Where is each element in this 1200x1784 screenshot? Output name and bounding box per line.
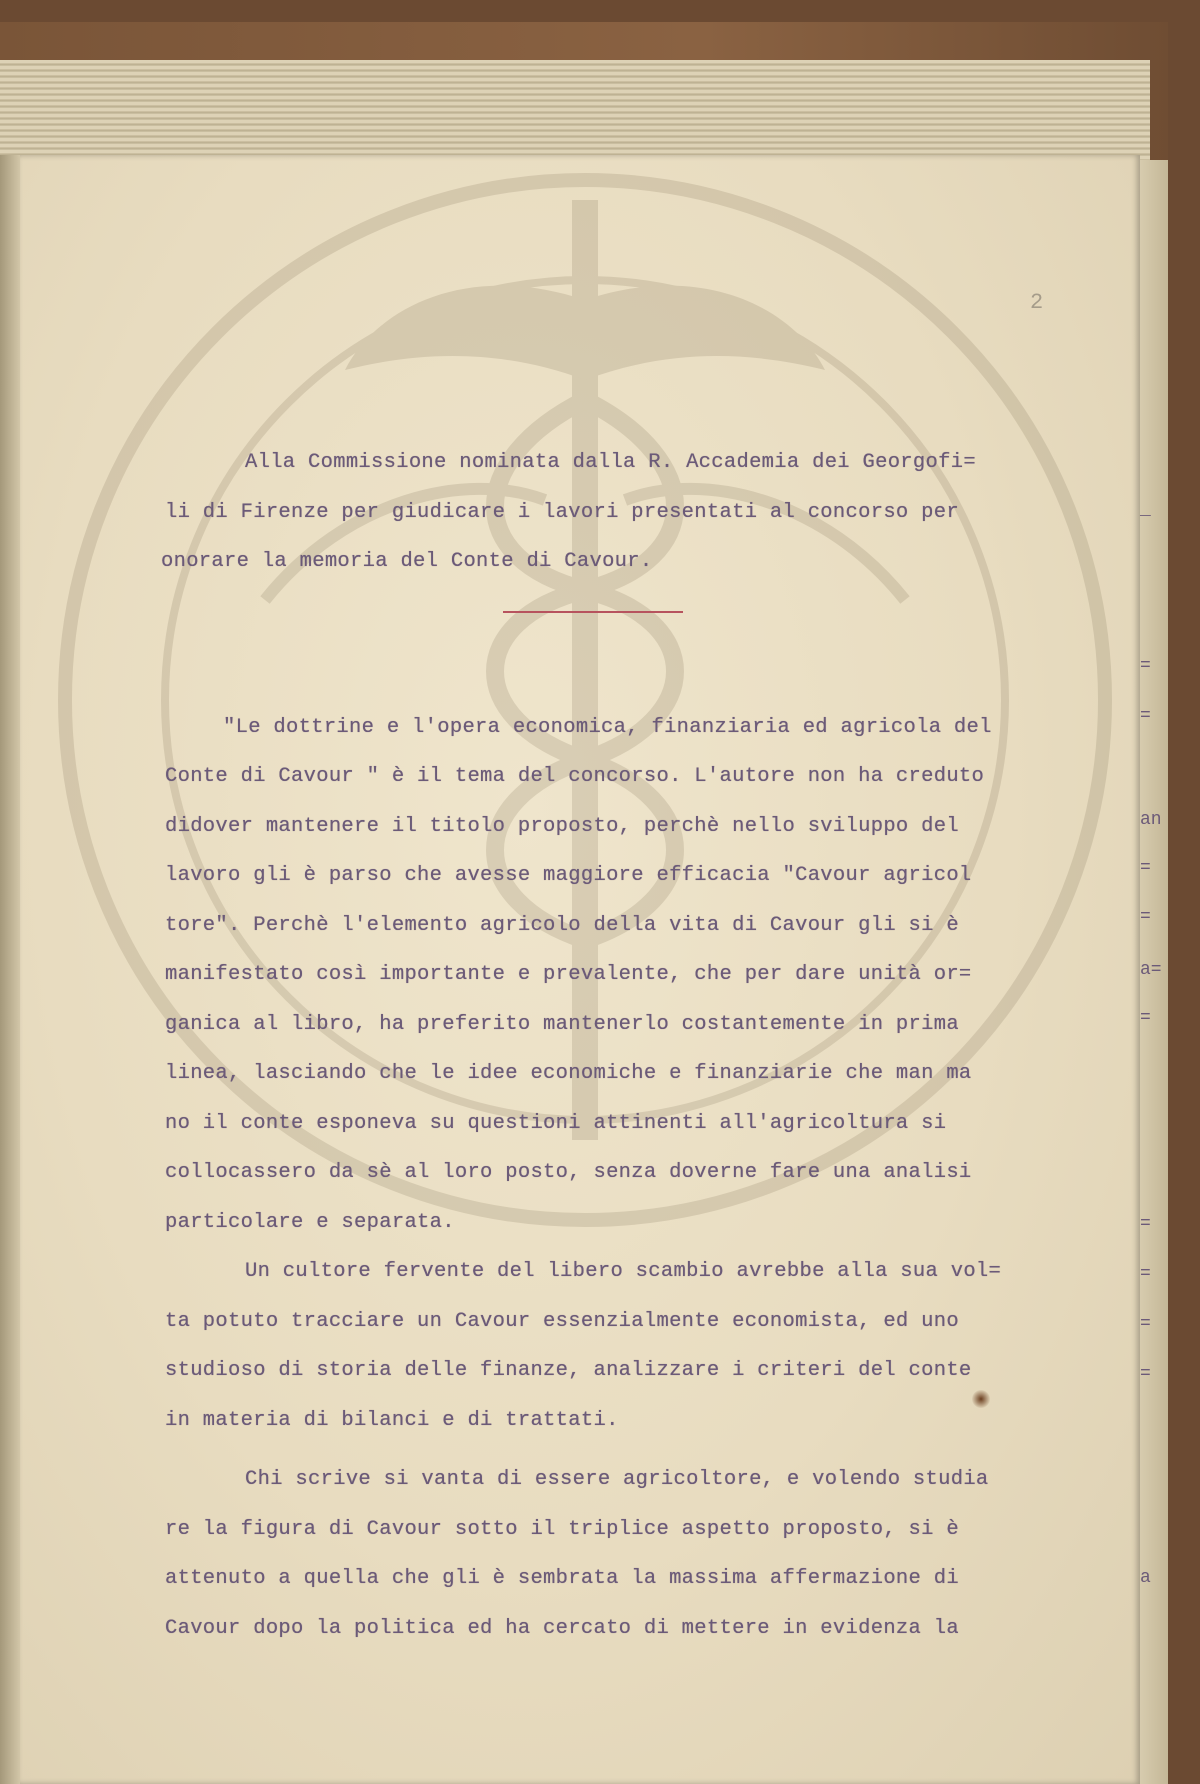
margin-mark: = (1140, 1264, 1151, 1284)
margin-mark: an (1140, 810, 1162, 830)
text-line: manifestato così importante e prevalente, che per dare unità or= (165, 963, 972, 986)
text-line: didover mantenere il titolo proposto, perchè nello sviluppo del (165, 814, 959, 838)
text-line: re la figura di Cavour sotto il triplice aspetto proposto, si è (165, 1517, 959, 1541)
typed-letter-body (161, 438, 1120, 1653)
text-line: "Le dottrine e l'opera economica, finanziaria ed agricola del (223, 715, 992, 739)
text-line: collocassero da sè al loro posto, senza doverne fare una analisi (165, 1161, 972, 1184)
title-underline (503, 611, 683, 613)
page-gutter-shadow (0, 155, 22, 1784)
page-number: 2 (1030, 290, 1044, 315)
text-line: studioso di storia delle finanze, analizzare i criteri del conte (165, 1359, 972, 1382)
margin-mark: = (1140, 1364, 1151, 1384)
text-line: lavoro gli è parso che avesse maggiore efficacia "Cavour agricol (165, 864, 972, 887)
text-line: particolare e separata. (165, 1210, 455, 1234)
text-line: Chi scrive si vanta di essere agricoltore, e volendo studia (245, 1468, 989, 1491)
text-line: attenuto a quella che gli è sembrata la massima affermazione di (165, 1567, 959, 1590)
right-margin-marks (1140, 0, 1180, 1784)
page-stack-edges (0, 60, 1150, 170)
text-line: Un cultore fervente del libero scambio avrebbe alla sua vol= (245, 1260, 1002, 1283)
text-line: Cavour dopo la politica ed ha cercato di mettere in evidenza la (165, 1616, 959, 1640)
text-line: linea, lasciando che le idee economiche e finanziarie che man ma (165, 1062, 972, 1085)
margin-mark: = (1140, 1314, 1151, 1334)
margin-mark: = (1140, 1214, 1151, 1234)
margin-mark: = (1140, 656, 1151, 676)
text-line: in materia di bilanci e di trattati. (165, 1408, 619, 1432)
text-line: Alla Commissione nominata dalla R. Accademia dei Georgofi= (245, 451, 976, 474)
text-line: onorare la memoria del Conte di Cavour. (161, 550, 653, 573)
margin-mark: a= (1140, 960, 1162, 980)
margin-mark: _ (1140, 500, 1151, 520)
margin-mark: a (1140, 1568, 1151, 1588)
margin-mark: = (1140, 907, 1151, 927)
text-line: tore". Perchè l'elemento agricolo della vita di Cavour gli si è (165, 913, 959, 937)
text-line: ganica al libro, ha preferito mantenerlo costantemente in prima (165, 1012, 959, 1036)
text-line: no il conte esponeva su questioni attinenti all'agricoltura si (165, 1111, 947, 1135)
margin-mark: = (1140, 1008, 1151, 1028)
text-line: li di Firenze per giudicare i lavori presentati al concorso per (165, 500, 959, 524)
margin-mark: = (1140, 858, 1151, 878)
ink-stain (972, 1390, 990, 1408)
text-line: ta potuto tracciare un Cavour essenzialmente economista, ed uno (165, 1309, 959, 1333)
margin-mark: = (1140, 706, 1151, 726)
text-line: Conte di Cavour " è il tema del concorso. L'autore non ha creduto (165, 765, 985, 788)
